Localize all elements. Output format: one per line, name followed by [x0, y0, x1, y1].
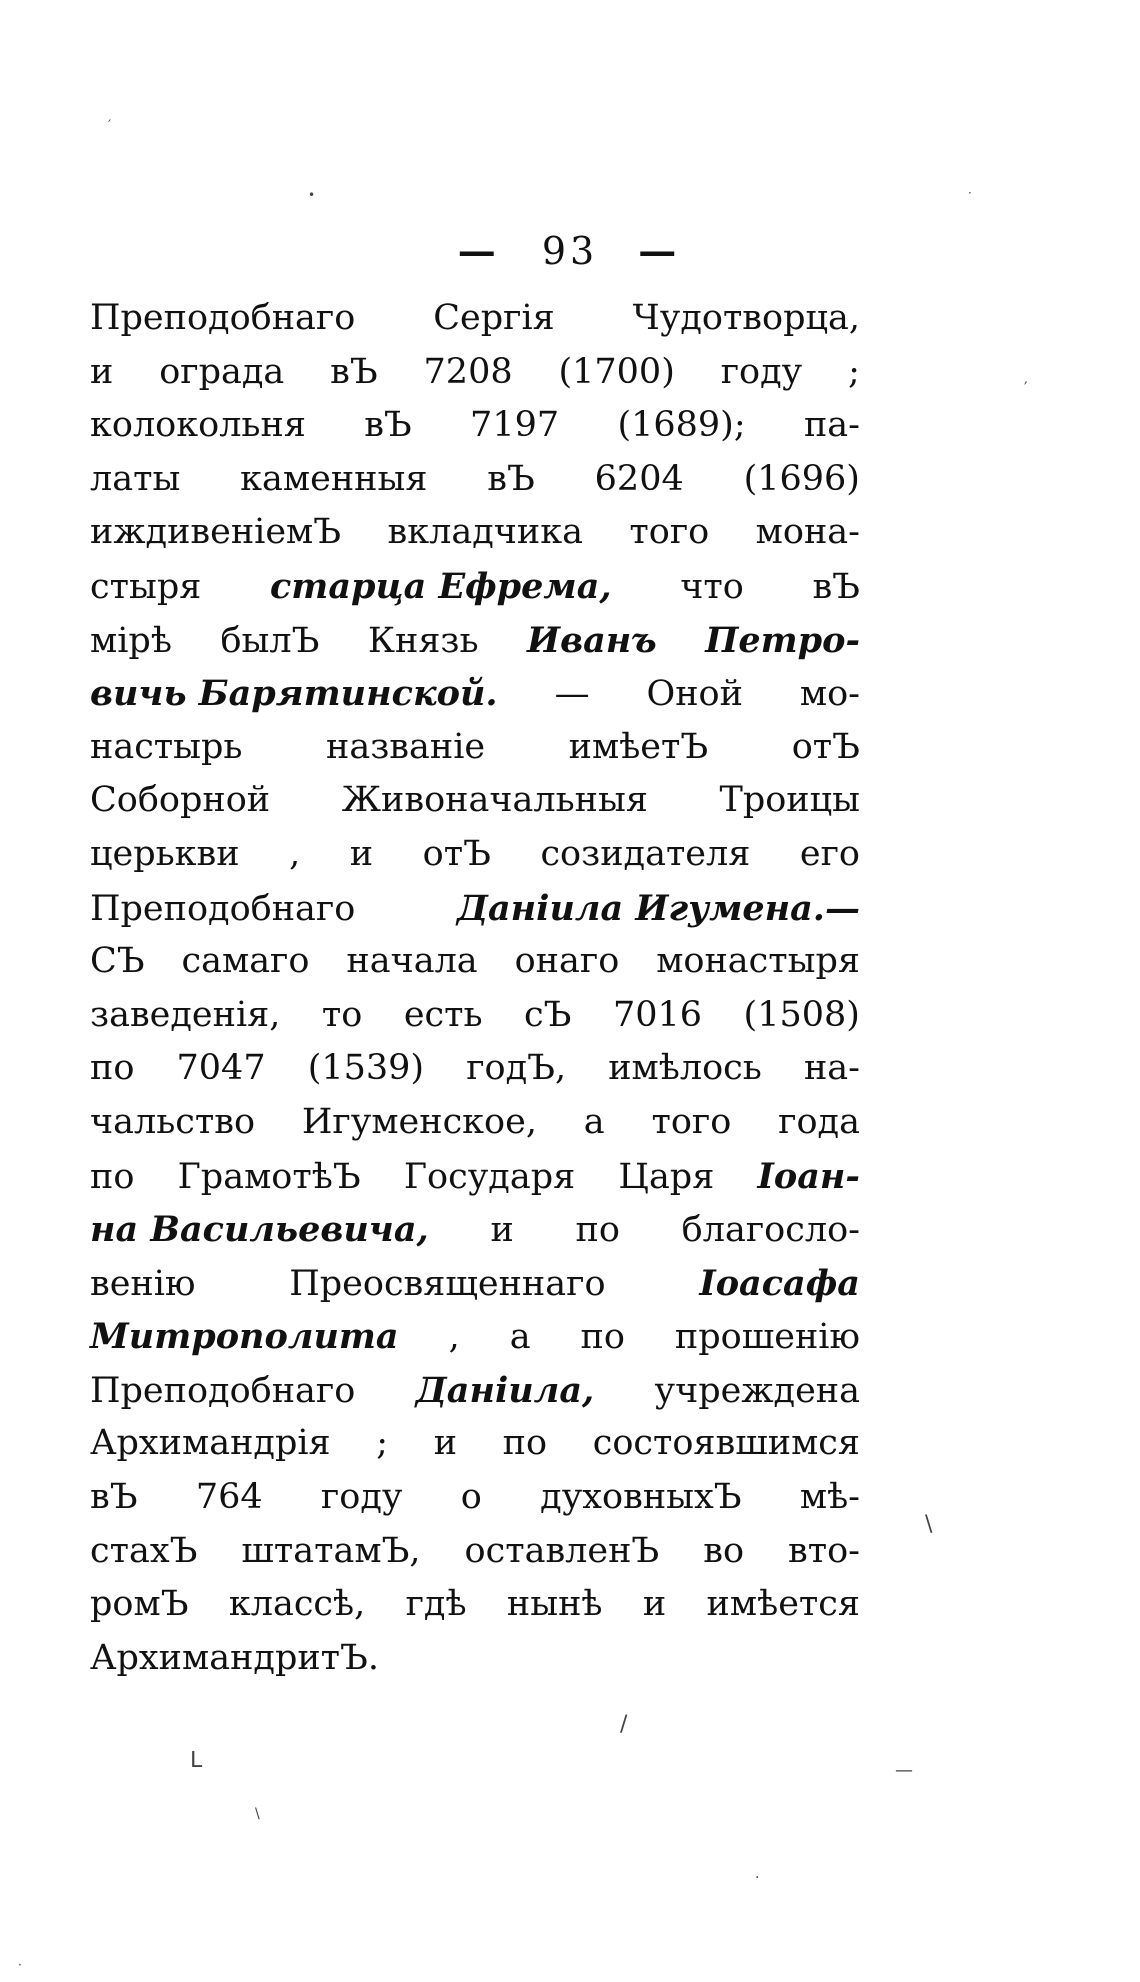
- text-line: [90, 1042, 860, 1096]
- text-word: во: [703, 1530, 745, 1571]
- text-line: [90, 828, 860, 882]
- text-line: [90, 1632, 860, 1686]
- text-word: имѣется: [706, 1584, 860, 1625]
- text-word: состоявшимся: [592, 1423, 860, 1464]
- text-word: Троицы: [719, 780, 860, 821]
- text-word: Игуменское,: [301, 1101, 537, 1142]
- text-word: (1696): [743, 458, 860, 499]
- text-word: благосло-: [681, 1210, 860, 1251]
- text-word: Петро-: [705, 619, 860, 661]
- text-word: самаго: [181, 941, 310, 982]
- scan-speck: —: [895, 1760, 913, 1781]
- header-dash-right: —: [638, 228, 683, 273]
- text-word: Преосвященнаго: [289, 1263, 606, 1304]
- text-word: ограда: [159, 351, 285, 392]
- scan-speck: /: [620, 1712, 628, 1737]
- text-word: стыря: [90, 566, 202, 607]
- text-word: 7047: [176, 1048, 266, 1089]
- text-line: [90, 774, 860, 828]
- text-word: отЪ: [791, 726, 860, 767]
- text-word: мона-: [755, 512, 860, 553]
- text-line: [90, 1578, 860, 1632]
- text-line: [90, 346, 860, 400]
- text-word: что: [680, 566, 744, 607]
- text-word: Князь: [367, 620, 479, 661]
- scan-speck: •: [308, 188, 316, 202]
- text-word: и: [349, 833, 374, 874]
- text-word: и: [642, 1584, 667, 1625]
- text-word: па-: [803, 405, 860, 446]
- text-word: имѣетЪ: [568, 726, 709, 767]
- text-word: то: [321, 994, 363, 1035]
- text-word: (1508): [743, 994, 860, 1035]
- text-word: вичь Барятинской.: [90, 673, 498, 715]
- page-header: [0, 228, 1140, 273]
- text-word: по: [580, 1317, 625, 1358]
- body-text: [90, 292, 860, 1685]
- text-line: [90, 1471, 860, 1525]
- text-line: [90, 399, 860, 453]
- text-word: гдѣ: [405, 1584, 467, 1625]
- text-line: [90, 292, 860, 346]
- text-word: Сергія: [433, 298, 555, 338]
- text-line: [90, 1203, 860, 1257]
- text-line: [90, 989, 860, 1043]
- text-word: чальство: [90, 1101, 256, 1142]
- text-word: Митрополита: [90, 1316, 399, 1358]
- text-word: вЪ: [330, 351, 378, 392]
- text-line: [90, 882, 860, 936]
- text-line: [90, 1310, 860, 1364]
- text-word: вЪ: [364, 405, 412, 446]
- scan-speck: ·: [968, 186, 972, 200]
- text-word: 7016: [612, 994, 703, 1035]
- text-word: колокольня: [90, 405, 306, 446]
- text-word: Архимандрія: [90, 1423, 331, 1464]
- text-line: [90, 935, 860, 989]
- text-line: [90, 1150, 860, 1204]
- scan-speck: ′: [108, 118, 112, 134]
- text-word: 7197: [470, 405, 560, 446]
- scan-speck: ·: [18, 1958, 22, 1972]
- text-word: Соборной: [90, 780, 271, 821]
- text-word: года: [778, 1101, 860, 1142]
- text-line: [90, 614, 860, 668]
- text-word: и: [433, 1423, 458, 1464]
- text-word: мірѣ: [90, 620, 172, 661]
- text-line: [90, 1525, 860, 1579]
- text-word: вкладчика: [387, 512, 583, 553]
- text-word: духовныхЪ: [540, 1477, 742, 1518]
- text-word: а: [583, 1101, 605, 1142]
- text-word: ;: [376, 1423, 389, 1464]
- text-word: 6204: [594, 458, 684, 499]
- text-word: Царя: [618, 1156, 715, 1197]
- text-word: нынѣ: [506, 1584, 603, 1625]
- text-word: каменныя: [240, 458, 428, 499]
- text-word: созидателя: [540, 833, 751, 874]
- text-word: (1539): [307, 1048, 425, 1089]
- text-word: имѣлось: [608, 1048, 762, 1089]
- text-word: Оной: [646, 674, 743, 715]
- text-word: прошенію: [674, 1317, 860, 1358]
- text-word: году: [320, 1477, 403, 1518]
- text-word: штатамЪ,: [241, 1530, 421, 1571]
- text-word: классѣ,: [228, 1584, 366, 1625]
- text-word: и: [490, 1210, 514, 1251]
- text-word: по: [575, 1210, 620, 1251]
- text-word: Преподобнаго: [90, 888, 356, 929]
- text-word: по: [90, 1156, 135, 1197]
- text-word: стахЪ: [90, 1530, 198, 1571]
- text-word: годЪ,: [466, 1048, 567, 1089]
- text-word: ,: [289, 833, 301, 874]
- text-line: [90, 506, 860, 560]
- text-word: вЪ: [90, 1477, 138, 1518]
- text-word: иждивеніемЪ: [90, 512, 342, 553]
- text-word: учреждена: [654, 1370, 860, 1411]
- text-word: вто-: [788, 1530, 860, 1571]
- text-line: [90, 560, 860, 614]
- text-word: ,: [448, 1317, 460, 1358]
- text-word: Государя: [403, 1156, 576, 1197]
- text-word: году: [720, 351, 803, 392]
- scan-speck: \: [255, 1806, 260, 1822]
- text-line: [90, 667, 860, 721]
- text-word: монастыря: [656, 941, 860, 982]
- text-word: вЪ: [812, 566, 860, 607]
- text-word: 7208: [423, 351, 513, 392]
- text-word: былЪ: [220, 620, 320, 661]
- text-word: а: [509, 1317, 531, 1358]
- header-dash-left: —: [457, 228, 502, 273]
- text-word: начала: [346, 941, 478, 982]
- text-word: латы: [90, 458, 181, 499]
- text-word: Іоан-: [757, 1155, 860, 1197]
- text-line: [90, 721, 860, 775]
- text-line: [90, 1096, 860, 1150]
- scan-speck: ′: [1024, 378, 1028, 397]
- text-word: сЪ: [524, 994, 572, 1035]
- text-word: оставленЪ: [464, 1530, 660, 1571]
- text-word: ГрамотѣЪ: [177, 1156, 361, 1197]
- text-word: того: [651, 1101, 732, 1142]
- text-word: заведенія,: [90, 994, 281, 1035]
- text-word: ;: [848, 351, 860, 392]
- text-word: (1689);: [617, 405, 746, 446]
- text-word: Живоначальныя: [341, 780, 648, 821]
- text-word: вЪ: [487, 458, 535, 499]
- text-word: (1700): [558, 351, 675, 392]
- text-word: его: [799, 833, 860, 874]
- text-word: на-: [803, 1048, 860, 1089]
- scan-speck: ·: [755, 1870, 760, 1886]
- text-word: того: [629, 512, 710, 553]
- text-word: мѣ-: [799, 1477, 860, 1518]
- text-word: старца Ефрема,: [269, 565, 612, 607]
- text-line: [90, 1364, 860, 1418]
- text-word: есть: [403, 994, 483, 1035]
- text-line: [90, 453, 860, 507]
- text-word: —: [554, 674, 590, 715]
- text-line: [90, 1257, 860, 1311]
- text-line: [90, 1417, 860, 1471]
- text-word: названіе: [326, 726, 486, 767]
- text-word: онаго: [514, 941, 620, 982]
- text-word: настырь: [90, 726, 243, 767]
- text-word: Иванъ: [527, 619, 657, 661]
- text-word: мо-: [799, 674, 860, 715]
- text-word: церькви: [90, 833, 240, 874]
- text-word: Преподобнаго: [90, 1370, 356, 1411]
- text-word: СЪ: [90, 941, 145, 982]
- text-word: и: [90, 351, 114, 392]
- text-word: Іоасафа: [699, 1262, 860, 1304]
- text-word: на Васильевича,: [90, 1209, 429, 1251]
- text-word: по: [90, 1048, 135, 1089]
- text-word: по: [502, 1423, 548, 1464]
- scan-speck: \: [925, 1512, 933, 1537]
- text-word: отЪ: [422, 833, 491, 874]
- page-number: 93: [541, 229, 599, 273]
- text-word: Даніила Игумена.—: [456, 887, 860, 929]
- text-word: ромЪ: [90, 1584, 189, 1625]
- text-word: АрхимандритЪ.: [90, 1637, 379, 1678]
- scan-speck: ᒪ: [190, 1748, 203, 1773]
- text-word: о: [460, 1477, 482, 1518]
- text-word: венію: [90, 1263, 196, 1304]
- text-word: Чудотворца,: [632, 298, 860, 338]
- text-word: 764: [195, 1477, 263, 1518]
- text-word: Преподобнаго: [90, 298, 356, 338]
- text-word: Даніила,: [415, 1369, 595, 1411]
